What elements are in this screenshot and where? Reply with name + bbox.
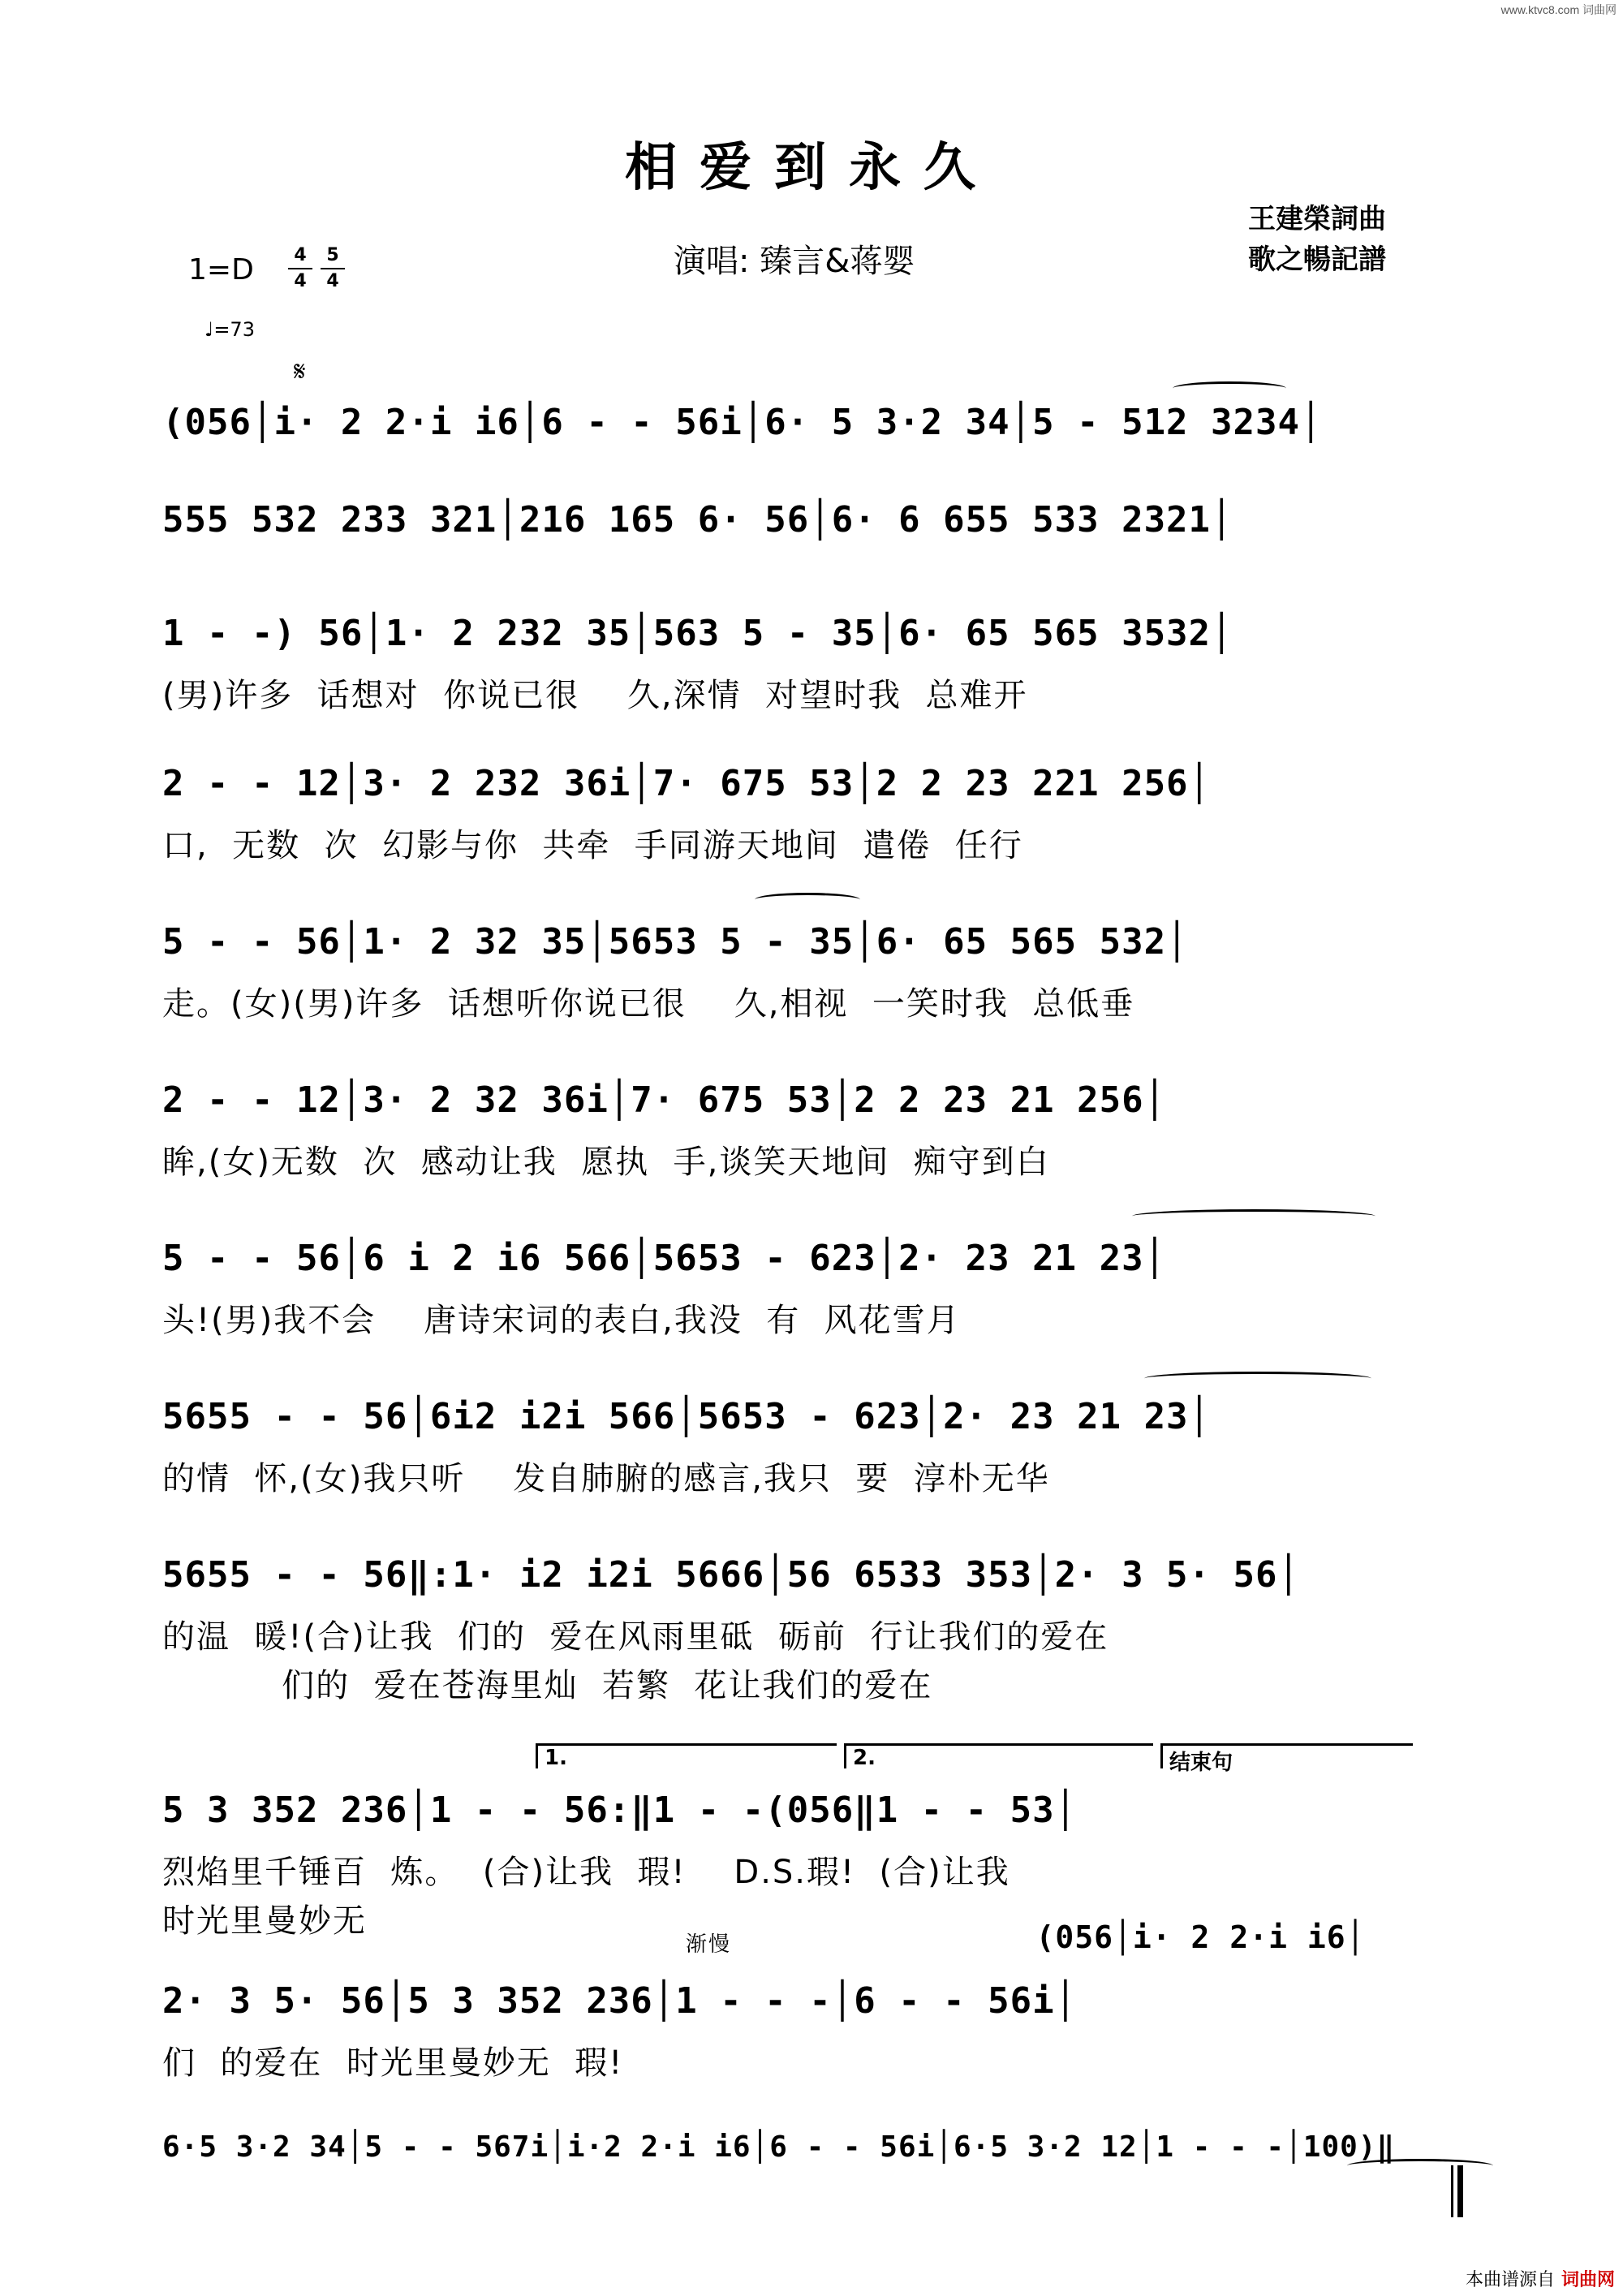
notation-row: 1 - -) 56│1· 2 232 35│563 5 - 35│6· 65 565 3532│: [162, 613, 1233, 654]
time-signature-4-4: [288, 243, 312, 294]
lyric-line: 们的 爱在苍海里灿 若繁 花让我们的爱在: [162, 1667, 933, 1704]
time-signature-denominator: 4: [294, 271, 307, 291]
source-label: 本曲谱源自: [1465, 2270, 1555, 2290]
song-title: 相爱到永久: [625, 137, 998, 198]
notation-row: 2 - - 12│3· 2 32 36i│7· 675 53│2 2 23 21 256│: [162, 1079, 1167, 1121]
time-signature-denominator: 4: [326, 271, 339, 291]
site-watermark: www.ktvc8.com 词曲网: [1500, 3, 1617, 16]
notation-row: 5 - - 56│1· 2 32 35│5653 5 - 35│6· 65 565 532│: [162, 921, 1189, 963]
lyric-line: 的温 暖!(合)让我 们的 爱在风雨里砥 砺前 行让我们的爱在: [162, 1618, 1109, 1656]
volta-ending-phrase: 结束句: [1160, 1743, 1413, 1768]
slur-mark: [1144, 1372, 1371, 1385]
time-signature-5-4: [321, 243, 345, 294]
tempo-marking: ♩=73: [204, 318, 255, 341]
lyric-line: 烈焰里千锤百 炼。 (合)让我 瑕! D.S.瑕! (合)让我: [162, 1854, 1010, 1891]
notation-row: 5 3 352 236│1 - - 56:‖1 - -(056‖1 - - 53│: [162, 1790, 1078, 1831]
lyric-line: 时光里曼妙无: [162, 1902, 367, 1940]
transcriber-credit: 歌之暢記譜: [1248, 243, 1386, 276]
notation-row: 6·5 3·2 34│5 - - 567i│i·2 2·i i6│6 - - 56i│6·5 3·2 12│1 - - -│100)‖: [162, 2130, 1396, 2164]
source-site: 词曲网: [1561, 2270, 1615, 2290]
volta-first-ending: 1.: [536, 1743, 837, 1768]
slur-mark: [1132, 1209, 1375, 1223]
slur-mark: [1173, 381, 1286, 395]
lyric-line: 们 的爱在 时光里曼妙无 瑕!: [162, 2044, 624, 2082]
final-barline-thick: [1457, 2165, 1463, 2217]
slur-mark: [1347, 2159, 1493, 2173]
performers-line: 演唱: 臻言&蒋婴: [674, 243, 915, 280]
lyric-line: 渐慢: [686, 1932, 732, 1957]
volta-second-ending: 2.: [844, 1743, 1153, 1768]
lyric-line: 眸,(女)无数 次 感动让我 愿执 手,谈笑天地间 痴守到白: [162, 1144, 1050, 1181]
time-signature-numerator: 5: [321, 243, 345, 269]
notation-row: 2 - - 12│3· 2 232 36i│7· 675 53│2 2 23 221 256│: [162, 763, 1212, 804]
notation-row: 5 - - 56│6 i 2 i6 566│5653 - 623│2· 23 21 23│: [162, 1238, 1167, 1279]
final-barline: [1451, 2165, 1453, 2217]
lyric-line: 走。(女)(男)许多 话想听你说已很 久,相视 一笑时我 总低垂: [162, 985, 1135, 1023]
composer-credit: 王建榮詞曲: [1248, 203, 1386, 235]
notation-row: 2· 3 5· 56│5 3 352 236│1 - - -│6 - - 56i│: [162, 1980, 1078, 2022]
time-signature-numerator: 4: [288, 243, 312, 269]
notation-row: (056│i· 2 2·i i6│6 - - 56i│6· 5 3·2 34│5 - 512 3234│: [162, 402, 1323, 443]
notation-row: 5655 - - 56‖:1· i2 i2i 5666│56 6533 353│2· 3 5· 56│: [162, 1554, 1301, 1596]
lyric-line: (男)许多 话想对 你说已很 久,深情 对望时我 总难开: [162, 677, 1028, 714]
slur-mark: [755, 893, 860, 907]
lyric-line: 的情 怀,(女)我只听 发自肺腑的感言,我只 要 淳朴无华: [162, 1460, 1050, 1497]
key-signature: 1=D: [188, 253, 254, 286]
lyric-line: 头!(男)我不会 唐诗宋词的表白,我没 有 风花雪月: [162, 1302, 961, 1339]
source-footer: [1466, 2266, 1615, 2291]
notation-row: 5655 - - 56│6i2 i2i 566│5653 - 623│2· 23 21 23│: [162, 1396, 1212, 1437]
notation-row: 555 532 233 321│216 165 6· 56│6· 6 655 533 2321│: [162, 499, 1233, 541]
segno-sign: 𝄋: [294, 355, 306, 388]
lyric-line: 口, 无数 次 幻影与你 共牵 手同游天地间 遣倦 任行: [162, 827, 1023, 864]
notation-row: (056│i· 2 2·i i6│: [803, 1919, 1366, 1955]
